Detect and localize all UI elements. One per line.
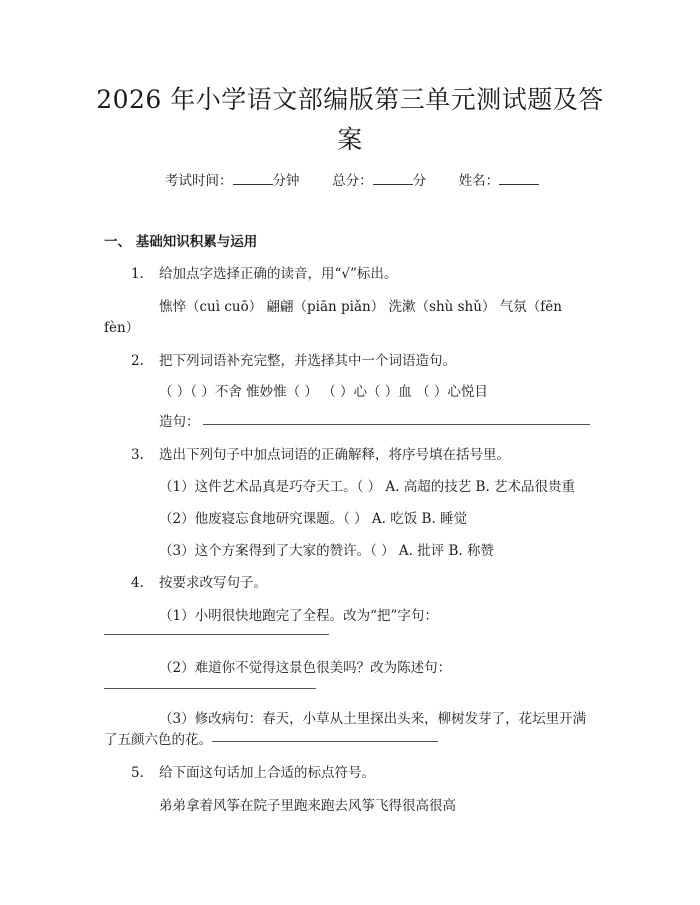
answer-line-3[interactable] [212,741,438,742]
q1-options-line-2: fèn） [104,320,140,336]
exam-info-row [165,169,539,189]
question-3 [131,443,510,463]
question-prompt: 按要求改写句子。 [159,575,267,591]
q5-text: 弟弟拿着风筝在院子里跑来跑去风筝飞得很高很高 [159,798,456,814]
q4-item-3-line-2: 了五颜六色的花。 [104,732,212,748]
q4-item-2: （2）难道你不觉得这景色很美吗？改为陈述句： [159,660,452,676]
name-blank[interactable] [499,170,539,185]
time-label: 考试时间： [165,173,233,189]
time-blank[interactable] [233,170,273,185]
title-line-2: 案 [337,125,363,154]
page-title [90,80,610,160]
name-label: 姓名： [458,173,500,189]
question-number: 2. [131,353,144,369]
question-number: 4. [131,575,144,591]
question-prompt: 选出下列句子中加点词语的正确解释，将序号填在括号里。 [159,447,510,463]
question-4 [131,571,267,591]
sentence-answer-line[interactable] [203,424,590,425]
question-prompt: 给下面这句话加上合适的标点符号。 [159,765,375,781]
q2-sentence-label: 造句： [159,414,200,430]
q3-item-2: （2）他废寝忘食地研究课题。（ ） A. 吃饭 B. 睡觉 [159,511,468,527]
question-prompt: 给加点字选择正确的读音，用“√”标出。 [159,266,398,282]
question-2 [131,349,456,369]
answer-line-1[interactable] [104,634,329,635]
score-unit: 分 [412,173,427,189]
title-line-1: 2026 年小学语文部编版第三单元测试题及答 [96,85,604,114]
question-prompt: 把下列词语补充完整，并选择其中一个词语造句。 [159,353,456,369]
score-blank[interactable] [373,170,413,185]
question-number: 3. [131,447,144,463]
question-number: 1. [131,266,144,282]
q4-item-3-line-1: （3）修改病句：春天，小草从土里探出头来，柳树发芽了，花坛里开满 [159,711,587,727]
answer-line-2[interactable] [104,688,316,689]
q2-word-blanks: （ ）（ ）不舍 惟妙惟（ ） （ ）心（ ）血 （ ）心悦目 [159,384,488,400]
section-heading: 一、 基础知识积累与运用 [104,234,258,250]
question-number: 5. [131,765,144,781]
q4-item-1: （1）小明很快地跑完了全程。改为“把”字句： [159,608,438,624]
score-label: 总分： [332,173,373,189]
question-5 [131,761,375,781]
time-unit: 分钟 [272,173,300,189]
q1-options-line-1: 憔悴（cuì cuō） 翩翩（piān piǎn） 洗漱（shù shǔ） 气氛（fēn [159,299,562,315]
question-1 [131,262,397,282]
q3-item-3: （3）这个方案得到了大家的赞许。（ ） A. 批评 B. 称赞 [159,543,495,559]
q3-item-1: （1）这件艺术品真是巧夺天工。（ ） A. 高超的技艺 B. 艺术品很贵重 [159,479,576,495]
